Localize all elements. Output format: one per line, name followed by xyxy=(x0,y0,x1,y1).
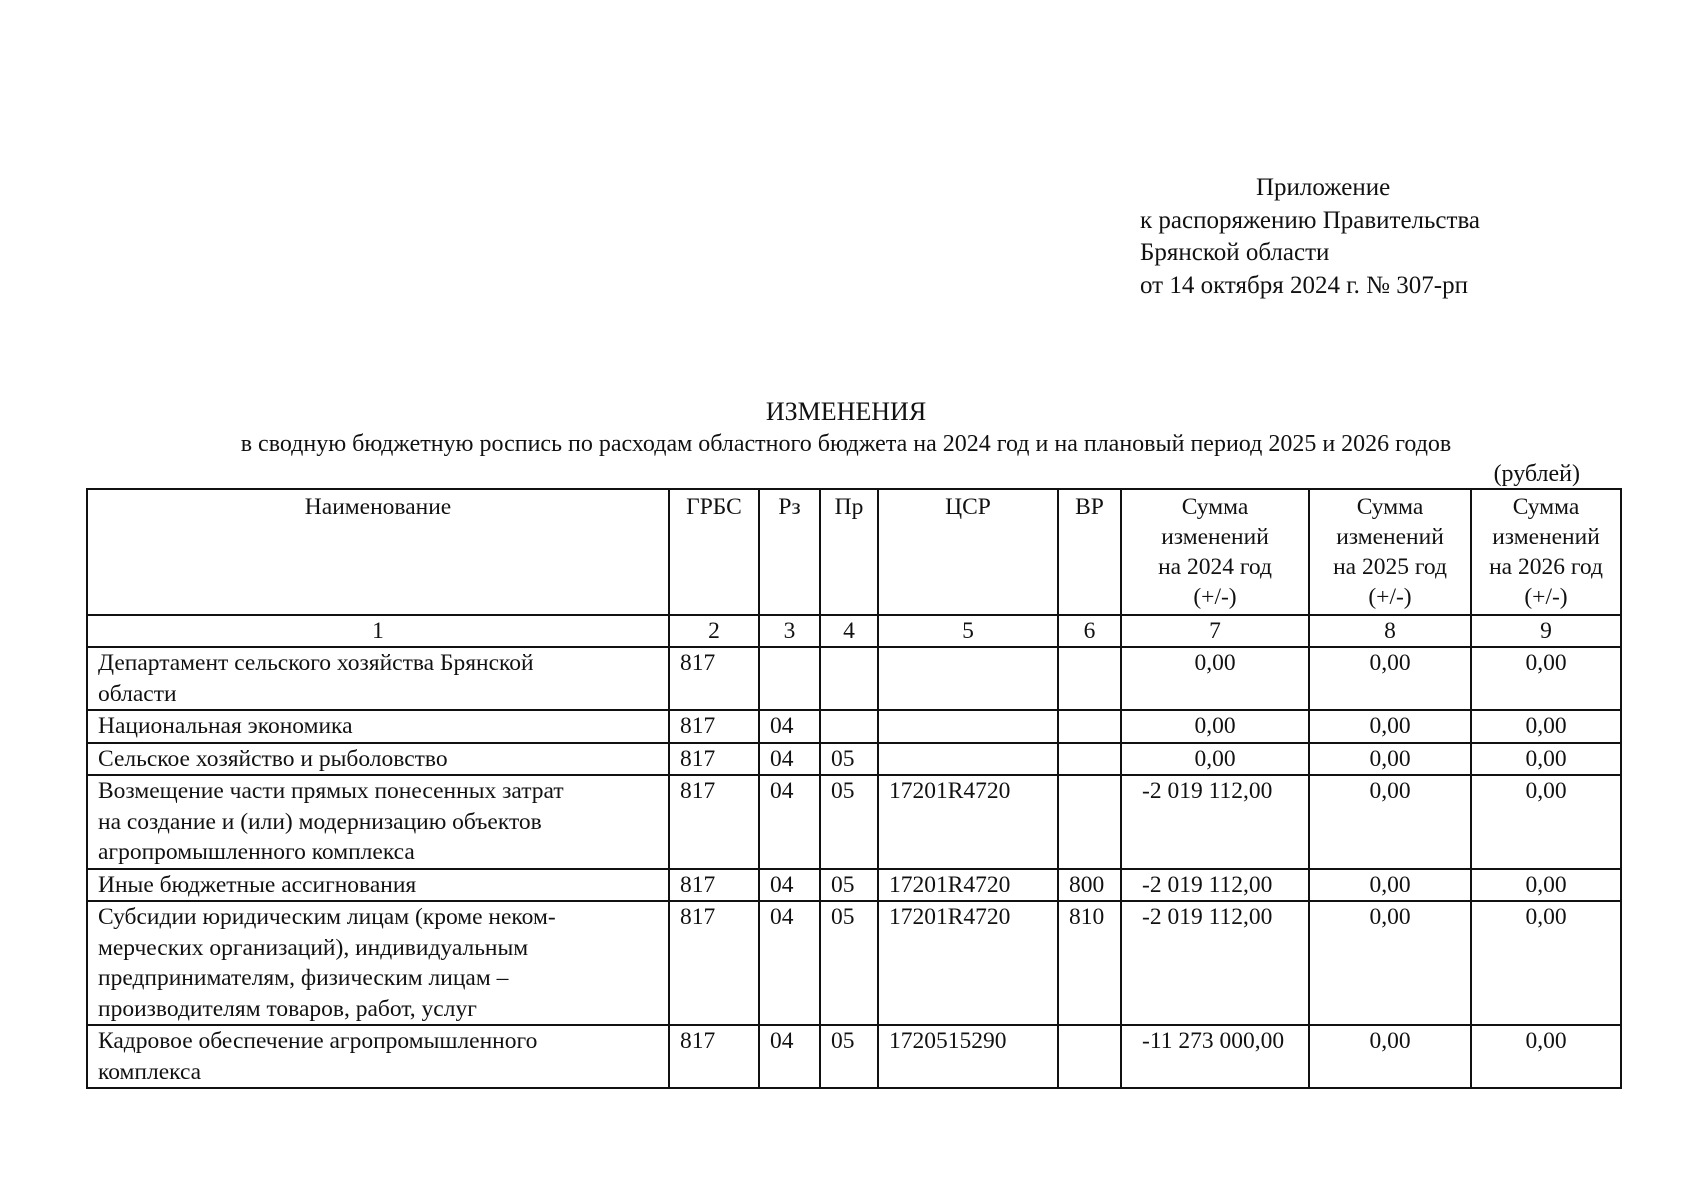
row-rz: 04 xyxy=(759,775,820,869)
table-row xyxy=(87,710,1621,743)
row-rz: 04 xyxy=(759,901,820,1025)
row-sum-2026: 0,00 xyxy=(1471,710,1621,743)
row-sum-2025: 0,00 xyxy=(1309,901,1471,1025)
column-number: 4 xyxy=(820,615,878,647)
header-vr: ВР xyxy=(1058,489,1121,615)
row-grbs: 817 xyxy=(669,647,759,710)
row-grbs: 817 xyxy=(669,775,759,869)
row-pr: 05 xyxy=(820,869,878,902)
text-line: Сельское хозяйство и рыболовство xyxy=(98,745,448,772)
text-line: Департамент сельского хозяйства Брянской xyxy=(98,650,534,676)
row-rz: 04 xyxy=(759,1025,820,1088)
text-line: на 2026 год xyxy=(1489,554,1603,580)
row-name xyxy=(87,869,669,902)
text-line: Кадровое обеспечение агропромышленного xyxy=(98,1028,538,1054)
text-line: Сумма xyxy=(1356,494,1424,520)
row-csr xyxy=(878,710,1058,743)
text-line: агропромышленного комплекса xyxy=(98,839,415,865)
column-number: 2 xyxy=(669,615,759,647)
row-sum-2026: 0,00 xyxy=(1471,775,1621,869)
column-number: 8 xyxy=(1309,615,1471,647)
row-vr: 800 xyxy=(1058,869,1121,902)
row-grbs: 817 xyxy=(669,1025,759,1088)
text-line: комплекса xyxy=(98,1058,202,1085)
document-title: ИЗМЕНЕНИЯ xyxy=(765,397,927,426)
row-vr xyxy=(1058,775,1121,869)
appendix-block xyxy=(1140,172,1480,302)
budget-changes-table xyxy=(86,488,1622,1089)
row-vr xyxy=(1058,647,1121,710)
row-sum-2024: -11 273 000,00 xyxy=(1121,1025,1309,1088)
row-vr xyxy=(1058,743,1121,776)
text-line: Иные бюджетные ассигнования xyxy=(98,871,417,898)
column-number: 6 xyxy=(1058,615,1121,647)
row-sum-2025: 0,00 xyxy=(1309,1025,1471,1088)
row-rz: 04 xyxy=(759,710,820,743)
column-number-row xyxy=(87,615,1621,647)
appendix-line-2: к распоряжению Правительства xyxy=(1140,206,1481,234)
header-name: Наименование xyxy=(87,489,669,615)
row-sum-2025: 0,00 xyxy=(1309,775,1471,869)
text-line: (+/-) xyxy=(1524,584,1568,610)
table-row xyxy=(87,775,1621,869)
row-sum-2025: 0,00 xyxy=(1309,743,1471,776)
row-grbs: 817 xyxy=(669,901,759,1025)
text-line: Субсидии юридическим лицам (кроме неком- xyxy=(98,904,556,930)
row-name xyxy=(87,710,669,743)
text-line: изменений xyxy=(1161,524,1269,550)
header-pr: Пр xyxy=(820,489,878,615)
row-name xyxy=(87,743,669,776)
text-line: Сумма xyxy=(1181,494,1249,520)
text-line: производителям товаров, работ, услуг xyxy=(98,995,477,1022)
row-grbs: 817 xyxy=(669,743,759,776)
row-pr: 05 xyxy=(820,901,878,1025)
column-number: 9 xyxy=(1471,615,1621,647)
header-grbs: ГРБС xyxy=(669,489,759,615)
row-rz xyxy=(759,647,820,710)
text-line: Возмещение части прямых понесенных затрат xyxy=(98,778,564,804)
text-line: Национальная экономика xyxy=(98,713,353,739)
row-pr: 05 xyxy=(820,743,878,776)
row-rz: 04 xyxy=(759,869,820,902)
table-body xyxy=(87,615,1621,1088)
row-pr xyxy=(820,710,878,743)
appendix-line-3: Брянской области xyxy=(1140,239,1330,266)
row-sum-2024: 0,00 xyxy=(1121,743,1309,776)
row-sum-2025: 0,00 xyxy=(1309,869,1471,902)
header-csr: ЦСР xyxy=(878,489,1058,615)
table-row xyxy=(87,743,1621,776)
row-sum-2024: -2 019 112,00 xyxy=(1121,775,1309,869)
text-line: (+/-) xyxy=(1193,584,1237,610)
text-line: на 2025 год xyxy=(1333,554,1447,580)
row-name xyxy=(87,647,669,710)
row-name xyxy=(87,901,669,1025)
row-sum-2024: 0,00 xyxy=(1121,710,1309,743)
row-grbs: 817 xyxy=(669,710,759,743)
text-line: области xyxy=(98,680,177,707)
row-name xyxy=(87,1025,669,1088)
row-pr: 05 xyxy=(820,1025,878,1088)
text-line: Сумма xyxy=(1512,494,1580,520)
row-sum-2024: 0,00 xyxy=(1121,647,1309,710)
table-row xyxy=(87,1025,1621,1088)
row-vr xyxy=(1058,1025,1121,1088)
row-grbs: 817 xyxy=(669,869,759,902)
text-line: (+/-) xyxy=(1368,584,1412,610)
column-number: 3 xyxy=(759,615,820,647)
row-csr: 1720515290 xyxy=(878,1025,1058,1088)
text-line: изменений xyxy=(1336,524,1444,550)
row-rz: 04 xyxy=(759,743,820,776)
header-sum-2026 xyxy=(1471,489,1621,615)
row-csr: 17201R4720 xyxy=(878,775,1058,869)
row-name xyxy=(87,775,669,869)
units-label: (рублей) xyxy=(1493,461,1580,487)
row-pr: 05 xyxy=(820,775,878,869)
text-line: на создание и (или) модернизацию объектов xyxy=(98,808,542,835)
table-row xyxy=(87,869,1621,902)
table-row xyxy=(87,647,1621,710)
header-sum-2024 xyxy=(1121,489,1309,615)
row-sum-2024: -2 019 112,00 xyxy=(1121,869,1309,902)
document-subtitle: в сводную бюджетную роспись по расходам областного бюджета на 2024 год и на плановый период 2025 и 2026 годов xyxy=(240,431,1452,457)
column-number: 7 xyxy=(1121,615,1309,647)
row-sum-2026: 0,00 xyxy=(1471,647,1621,710)
header-row xyxy=(87,489,1621,615)
column-number: 1 xyxy=(87,615,669,647)
header-rz: Рз xyxy=(759,489,820,615)
row-sum-2025: 0,00 xyxy=(1309,647,1471,710)
row-sum-2026: 0,00 xyxy=(1471,869,1621,902)
appendix-line-1: Приложение xyxy=(1256,174,1391,201)
header-sum-2025 xyxy=(1309,489,1471,615)
row-pr xyxy=(820,647,878,710)
row-sum-2026: 0,00 xyxy=(1471,901,1621,1025)
text-line: изменений xyxy=(1492,524,1600,550)
row-csr: 17201R4720 xyxy=(878,901,1058,1025)
row-vr xyxy=(1058,710,1121,743)
column-number: 5 xyxy=(878,615,1058,647)
row-csr xyxy=(878,743,1058,776)
appendix-line-4: от 14 октября 2024 г. № 307-рп xyxy=(1140,271,1468,299)
row-vr: 810 xyxy=(1058,901,1121,1025)
row-sum-2026: 0,00 xyxy=(1471,1025,1621,1088)
text-line: мерческих организаций), индивидуальным xyxy=(98,934,529,961)
text-line: на 2024 год xyxy=(1158,554,1272,580)
text-line: предпринимателям, физическим лицам – xyxy=(98,965,509,991)
row-csr: 17201R4720 xyxy=(878,869,1058,902)
row-csr xyxy=(878,647,1058,710)
row-sum-2026: 0,00 xyxy=(1471,743,1621,776)
table-row xyxy=(87,901,1621,1025)
row-sum-2025: 0,00 xyxy=(1309,710,1471,743)
row-sum-2024: -2 019 112,00 xyxy=(1121,901,1309,1025)
